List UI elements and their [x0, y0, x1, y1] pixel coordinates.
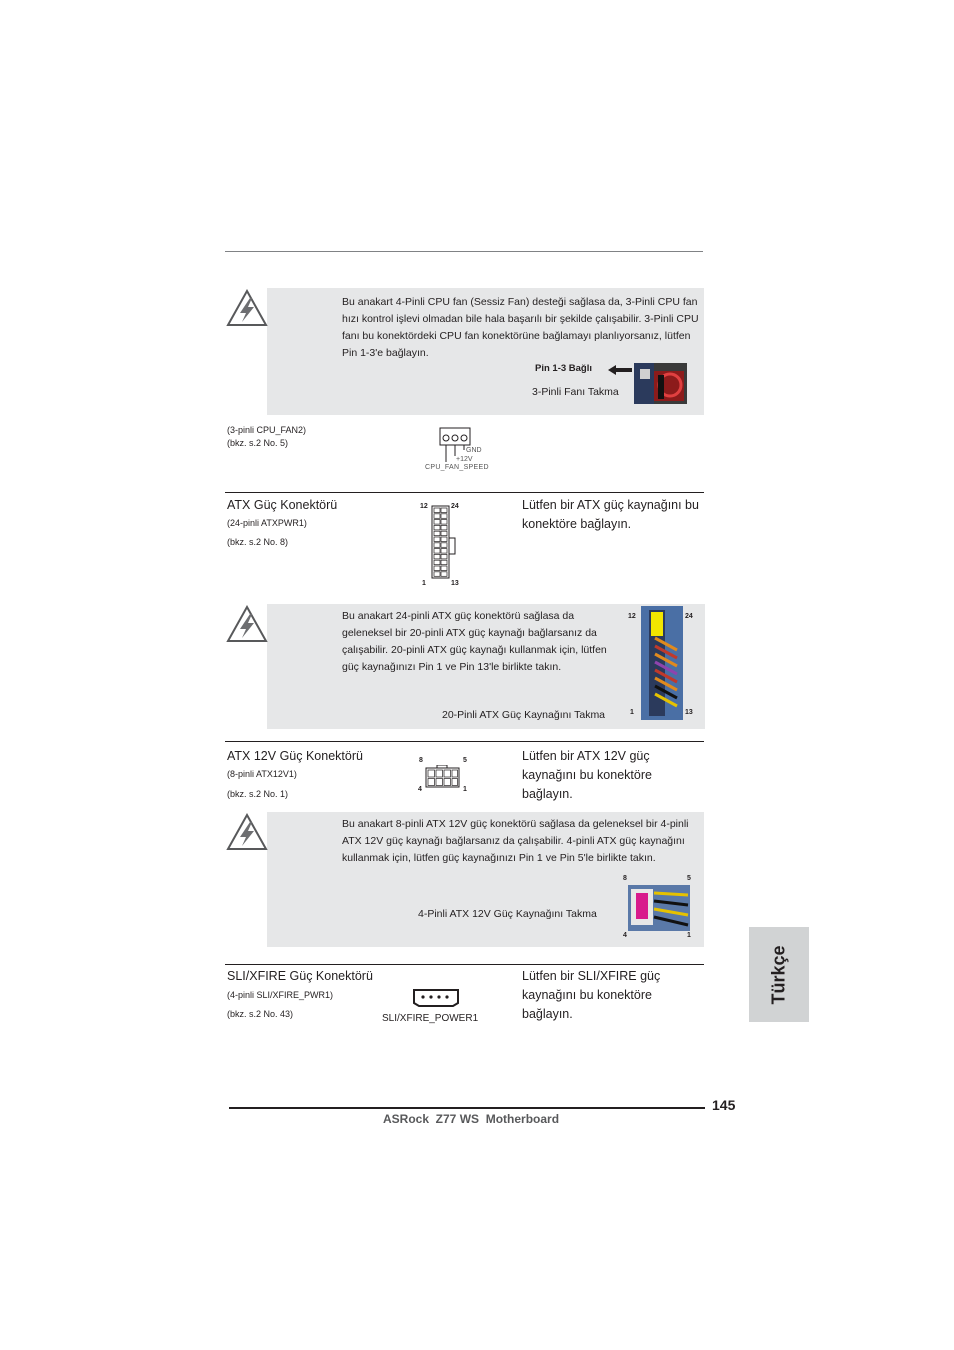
cpu-fan2-ref: (bkz. s.2 No. 5) [227, 438, 289, 448]
sli-ref: (bkz. s.2 No. 43) [227, 1009, 294, 1019]
atx24-connector-diagram [431, 505, 457, 579]
sli-name: (4-pinli SLI/XFIRE_PWR1) [227, 990, 334, 1000]
atx-power-desc: Lütfen bir ATX güç kaynağını bu konektöre bağlayın. [522, 498, 699, 531]
atx12v-pin-8: 8 [419, 757, 423, 764]
section-rule [225, 741, 704, 742]
photo12v-pin-1: 1 [687, 932, 691, 939]
atx-pin-13: 13 [451, 580, 459, 587]
atx12v-pin-5: 5 [463, 757, 467, 764]
warning-icon [226, 605, 268, 643]
atx12v-ref: (bkz. s.2 No. 1) [227, 789, 289, 799]
atx12v-desc: Lütfen bir ATX 12V güç kaynağını bu konektöre bağlayın. [522, 749, 652, 801]
photo-pin-13: 13 [685, 709, 693, 716]
sli-title: SLI/XFIRE Güç Konektörü [227, 969, 373, 983]
page-number: 145 [712, 1097, 736, 1113]
section-rule [225, 964, 704, 965]
atx-pin-1: 1 [422, 580, 426, 587]
photo12v-pin-4: 4 [623, 932, 627, 939]
sli-connector-label: SLI/XFIRE_POWER1 [382, 1013, 479, 1024]
cpu-fan2-name: (3-pinli CPU_FAN2) [227, 425, 307, 435]
section-rule [225, 492, 704, 493]
atx12v-pin-1: 1 [463, 786, 467, 793]
photo-pin-12: 12 [628, 613, 636, 620]
photo-pin-24: 24 [685, 613, 693, 620]
atx12v-title: ATX 12V Güç Konektörü [227, 749, 363, 763]
language-tab [749, 927, 809, 1022]
atx-pin-12: 12 [420, 503, 428, 510]
sli-connector-diagram [411, 988, 461, 1008]
warning-icon [226, 813, 268, 851]
atx12v-name: (8-pinli ATX12V1) [227, 769, 297, 779]
pin-label-12v: +12V [456, 456, 473, 463]
atx24-install-photo [641, 606, 683, 720]
top-rule [225, 251, 703, 252]
note-cpu-fan-caption: 3-Pinli Fanı Takma [532, 386, 619, 398]
note-cpu-fan-text: Bu anakart 4-Pinli CPU fan (Sessiz Fan) desteği sağlasa da, 3-Pinli CPU fan hızı kontrol işlevi olmadan bile hala başarılı bir şekilde çalışabilir. 3-Pinli CPU fanı bu konektördeki CPU fan konektörüne bağlamayı planlıyorsanız, lütfen Pin 1-3'e bağlayın. [342, 296, 699, 359]
note-atx12v-caption: 4-Pinli ATX 12V Güç Kaynağını Takma [418, 908, 597, 920]
photo-pin-1: 1 [630, 709, 634, 716]
note-atx24-caption: 20-Pinli ATX Güç Kaynağını Takma [442, 709, 606, 721]
atx-power-ref: (bkz. s.2 No. 8) [227, 537, 289, 547]
note-atx12v-text: Bu anakart 8-pinli ATX 12V güç konektörü sağlasa da geleneksel bir 4-pinli ATX 12V güç kaynağı bağlarsanız da çalışabilir. 4-pinli ATX güç kaynağını kullanmak için, lütfen güç kaynağınızı Pin 1 ve Pin 5'le birlikte takın. [342, 818, 689, 864]
atx12v-install-photo [628, 885, 690, 931]
atx12v-connector-diagram [425, 765, 461, 789]
photo12v-pin-5: 5 [687, 875, 691, 882]
sli-desc: Lütfen bir SLI/XFIRE güç kaynağını bu konektöre bağlayın. [522, 969, 661, 1021]
photo12v-pin-8: 8 [623, 875, 627, 882]
atx12v-pin-4: 4 [418, 786, 422, 793]
atx-power-name: (24-pinli ATXPWR1) [227, 518, 307, 528]
language-tab-label: Türkçe [768, 944, 789, 1005]
footer-rule [229, 1107, 705, 1109]
pin-connected-label: Pin 1-3 Bağlı [535, 363, 593, 374]
pin-label-speed: CPU_FAN_SPEED [425, 464, 489, 471]
fan-install-photo [634, 363, 687, 404]
arrow-left-icon [608, 365, 632, 375]
warning-icon [226, 289, 268, 327]
pin-label-gnd: GND [466, 447, 482, 454]
atx-pin-24: 24 [451, 503, 459, 510]
atx-power-title: ATX Güç Konektörü [227, 498, 338, 512]
footer-product: ASRock Z77 WS Motherboard [383, 1112, 560, 1126]
note-atx24-text: Bu anakart 24-pinli ATX güç konektörü sağlasa da geleneksel bir 20-pinli ATX güç kaynağı bağlarsanız da çalışabilir. 20-pinli ATX güç kaynağı kullanmak için, lütfen güç kaynağınızı Pin 1 ve Pin 13'le birlikte takın. [342, 610, 607, 673]
